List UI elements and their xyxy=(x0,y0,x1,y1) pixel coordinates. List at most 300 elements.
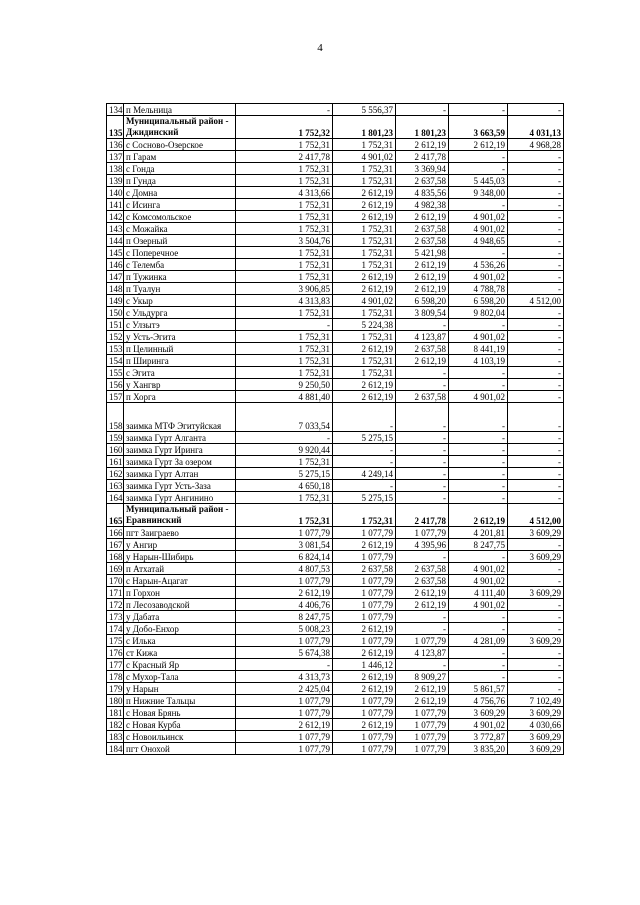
value-col-3: 2 637,58 xyxy=(396,343,449,355)
value-col-5: - xyxy=(508,283,564,295)
value-col-3: - xyxy=(396,379,449,391)
table-row xyxy=(107,599,564,611)
value-col-4: 4 901,02 xyxy=(449,391,508,403)
settlement-name: с Можайка xyxy=(124,223,236,235)
table-row xyxy=(107,295,564,307)
value-col-1: 5 275,15 xyxy=(236,468,333,480)
settlement-name: заимка Гурт Иринга xyxy=(124,444,236,456)
value-col-2: 1 752,31 xyxy=(333,259,396,271)
value-col-4: - xyxy=(449,379,508,391)
settlement-name: Муниципальный район - Еравнинский xyxy=(124,504,236,527)
value-col-1: - xyxy=(236,104,333,116)
settlement-name: у Хангвр xyxy=(124,379,236,391)
value-col-5: - xyxy=(508,683,564,695)
value-col-2: 1 077,79 xyxy=(333,695,396,707)
value-col-1: 1 077,79 xyxy=(236,575,333,587)
settlement-name: с Исинга xyxy=(124,199,236,211)
settlement-name: пгт Заиграево xyxy=(124,527,236,539)
row-number: 139 xyxy=(107,175,124,187)
settlement-name: с Новая Курба xyxy=(124,719,236,731)
value-col-2: 2 612,19 xyxy=(333,199,396,211)
value-col-2: 2 612,19 xyxy=(333,671,396,683)
row-number: 136 xyxy=(107,139,124,151)
value-col-2: 2 612,19 xyxy=(333,211,396,223)
table-row xyxy=(107,223,564,235)
row-number: 172 xyxy=(107,599,124,611)
value-col-1: 7 033,54 xyxy=(236,403,333,432)
value-col-2: 2 612,19 xyxy=(333,271,396,283)
value-col-2: 5 275,15 xyxy=(333,492,396,504)
row-number: 175 xyxy=(107,635,124,647)
value-col-1: 1 752,31 xyxy=(236,331,333,343)
table-row xyxy=(107,671,564,683)
settlement-name: у Добо-Енхор xyxy=(124,623,236,635)
value-col-4: - xyxy=(449,456,508,468)
value-col-1: 4 313,73 xyxy=(236,671,333,683)
settlement-name: п Атхатай xyxy=(124,563,236,575)
settlement-name: п Нижние Тальцы xyxy=(124,695,236,707)
value-col-4: - xyxy=(449,403,508,432)
table-row xyxy=(107,707,564,719)
value-col-3: 2 637,58 xyxy=(396,175,449,187)
value-col-4: - xyxy=(449,611,508,623)
value-col-1: 1 077,79 xyxy=(236,695,333,707)
settlement-name: с Улзытэ xyxy=(124,319,236,331)
value-col-5: - xyxy=(508,432,564,444)
value-col-4: - xyxy=(449,468,508,480)
value-col-2: 1 752,31 xyxy=(333,175,396,187)
value-col-1: 1 077,79 xyxy=(236,635,333,647)
value-col-5: - xyxy=(508,355,564,367)
value-col-1: 1 752,31 xyxy=(236,504,333,527)
value-col-4: - xyxy=(449,492,508,504)
value-col-3: 2 637,58 xyxy=(396,235,449,247)
row-number: 149 xyxy=(107,295,124,307)
value-col-4: 5 445,03 xyxy=(449,175,508,187)
value-col-3: 1 077,79 xyxy=(396,719,449,731)
row-number: 148 xyxy=(107,283,124,295)
value-col-3: - xyxy=(396,468,449,480)
value-col-5: - xyxy=(508,599,564,611)
table-row xyxy=(107,247,564,259)
value-col-1: 1 752,31 xyxy=(236,163,333,175)
table-row xyxy=(107,271,564,283)
value-col-3: 2 417,78 xyxy=(396,504,449,527)
table-row xyxy=(107,199,564,211)
table-row xyxy=(107,587,564,599)
value-col-4: 4 901,02 xyxy=(449,211,508,223)
value-col-3: 1 801,23 xyxy=(396,116,449,139)
value-col-4: 4 948,65 xyxy=(449,235,508,247)
value-col-5: - xyxy=(508,539,564,551)
value-col-1: 1 752,31 xyxy=(236,367,333,379)
value-col-3: 2 612,19 xyxy=(396,599,449,611)
value-col-3: 2 612,19 xyxy=(396,271,449,283)
value-col-5: - xyxy=(508,259,564,271)
value-col-5: 3 609,29 xyxy=(508,527,564,539)
value-col-4: - xyxy=(449,623,508,635)
value-col-1: 4 807,53 xyxy=(236,563,333,575)
value-col-2: 1 077,79 xyxy=(333,551,396,563)
value-col-4: - xyxy=(449,647,508,659)
value-col-5: 3 609,29 xyxy=(508,731,564,743)
value-col-2: 2 612,19 xyxy=(333,379,396,391)
value-col-4: 4 901,02 xyxy=(449,271,508,283)
value-col-2: - xyxy=(333,456,396,468)
settlement-name: п Целинный xyxy=(124,343,236,355)
table-row xyxy=(107,235,564,247)
table-row xyxy=(107,343,564,355)
value-col-5: - xyxy=(508,403,564,432)
settlement-name: п Тужинка xyxy=(124,271,236,283)
value-col-2: 5 275,15 xyxy=(333,432,396,444)
value-col-3: 4 395,96 xyxy=(396,539,449,551)
value-col-1: 1 752,31 xyxy=(236,259,333,271)
value-col-1: 4 313,83 xyxy=(236,295,333,307)
value-col-1: 1 752,31 xyxy=(236,211,333,223)
table-row xyxy=(107,695,564,707)
value-col-4: - xyxy=(449,319,508,331)
value-col-5: - xyxy=(508,456,564,468)
row-number: 141 xyxy=(107,199,124,211)
value-col-2: 1 446,12 xyxy=(333,659,396,671)
value-col-1: 1 752,32 xyxy=(236,116,333,139)
value-col-2: 1 752,31 xyxy=(333,139,396,151)
value-col-1: 1 752,31 xyxy=(236,355,333,367)
table-row xyxy=(107,539,564,551)
value-col-4: - xyxy=(449,444,508,456)
table-row xyxy=(107,659,564,671)
row-number: 142 xyxy=(107,211,124,223)
value-col-1: 2 612,19 xyxy=(236,719,333,731)
value-col-3: 8 909,27 xyxy=(396,671,449,683)
table-row xyxy=(107,403,564,432)
value-col-2: 2 612,19 xyxy=(333,683,396,695)
value-col-1: 1 752,31 xyxy=(236,139,333,151)
settlement-name: с Поперечное xyxy=(124,247,236,259)
value-col-5: - xyxy=(508,468,564,480)
value-col-3: - xyxy=(396,319,449,331)
value-col-3: 2 637,58 xyxy=(396,575,449,587)
value-col-5: - xyxy=(508,331,564,343)
value-col-1: 3 906,85 xyxy=(236,283,333,295)
settlement-name: пгт Онохой xyxy=(124,743,236,755)
settlement-name: п Гунда xyxy=(124,175,236,187)
table-row xyxy=(107,283,564,295)
value-col-4: 2 612,19 xyxy=(449,139,508,151)
table-row xyxy=(107,104,564,116)
table-row xyxy=(107,151,564,163)
table-row xyxy=(107,456,564,468)
row-number: 135 xyxy=(107,116,124,139)
value-col-1: 1 752,31 xyxy=(236,307,333,319)
value-col-2: 1 077,79 xyxy=(333,635,396,647)
value-col-2: 1 752,31 xyxy=(333,355,396,367)
settlement-name: у Усть-Эгита xyxy=(124,331,236,343)
value-col-4: - xyxy=(449,199,508,211)
value-col-2: - xyxy=(333,444,396,456)
value-col-4: 2 612,19 xyxy=(449,504,508,527)
value-col-2: 1 752,31 xyxy=(333,235,396,247)
row-number: 165 xyxy=(107,504,124,527)
value-col-5: - xyxy=(508,319,564,331)
value-col-3: 2 612,19 xyxy=(396,283,449,295)
value-col-3: 2 612,19 xyxy=(396,259,449,271)
value-col-5: - xyxy=(508,223,564,235)
value-col-5: - xyxy=(508,104,564,116)
value-col-5: - xyxy=(508,235,564,247)
value-col-2: 2 637,58 xyxy=(333,563,396,575)
value-col-3: 1 077,79 xyxy=(396,635,449,647)
row-number: 169 xyxy=(107,563,124,575)
value-col-2: 1 077,79 xyxy=(333,599,396,611)
value-col-1: 6 824,14 xyxy=(236,551,333,563)
value-col-1: 1 752,31 xyxy=(236,492,333,504)
value-col-5: - xyxy=(508,480,564,492)
settlement-name: п Хорга xyxy=(124,391,236,403)
value-col-5: - xyxy=(508,307,564,319)
settlement-name: с Мухор-Тала xyxy=(124,671,236,683)
value-col-4: - xyxy=(449,432,508,444)
value-col-3: - xyxy=(396,551,449,563)
table-row xyxy=(107,683,564,695)
value-col-3: 2 637,58 xyxy=(396,391,449,403)
value-col-3: 3 369,94 xyxy=(396,163,449,175)
value-col-5: 3 609,29 xyxy=(508,587,564,599)
value-col-2: - xyxy=(333,403,396,432)
table-row xyxy=(107,331,564,343)
value-col-3: - xyxy=(396,367,449,379)
value-col-3: 2 612,19 xyxy=(396,683,449,695)
value-col-5: - xyxy=(508,563,564,575)
row-number: 140 xyxy=(107,187,124,199)
settlement-name: с Красный Яр xyxy=(124,659,236,671)
value-col-5: 3 609,29 xyxy=(508,707,564,719)
row-number: 146 xyxy=(107,259,124,271)
value-col-3: - xyxy=(396,623,449,635)
row-number: 170 xyxy=(107,575,124,587)
settlement-name: с Телемба xyxy=(124,259,236,271)
row-number: 184 xyxy=(107,743,124,755)
settlement-name: с Сосново-Озерское xyxy=(124,139,236,151)
value-col-3: - xyxy=(396,659,449,671)
table-row xyxy=(107,575,564,587)
value-col-1: 1 077,79 xyxy=(236,707,333,719)
row-number: 159 xyxy=(107,432,124,444)
value-col-5: 7 102,49 xyxy=(508,695,564,707)
value-col-4: - xyxy=(449,551,508,563)
value-col-5: 3 609,29 xyxy=(508,635,564,647)
value-col-3: 2 417,78 xyxy=(396,151,449,163)
value-col-4: - xyxy=(449,247,508,259)
value-col-1: 3 504,76 xyxy=(236,235,333,247)
value-col-1: 1 752,31 xyxy=(236,343,333,355)
value-col-3: 2 637,58 xyxy=(396,563,449,575)
value-col-4: 4 901,02 xyxy=(449,719,508,731)
settlement-name: у Нарын xyxy=(124,683,236,695)
value-col-2: 4 901,02 xyxy=(333,151,396,163)
value-col-1: - xyxy=(236,319,333,331)
row-number: 180 xyxy=(107,695,124,707)
table-row xyxy=(107,379,564,391)
row-number: 158 xyxy=(107,403,124,432)
value-col-3: 6 598,20 xyxy=(396,295,449,307)
value-col-5: - xyxy=(508,391,564,403)
value-col-3: - xyxy=(396,456,449,468)
section-row xyxy=(107,504,564,527)
value-col-3: 2 612,19 xyxy=(396,695,449,707)
value-col-5: - xyxy=(508,175,564,187)
value-col-5: 3 609,29 xyxy=(508,743,564,755)
row-number: 147 xyxy=(107,271,124,283)
value-col-3: - xyxy=(396,480,449,492)
table-row xyxy=(107,731,564,743)
row-number: 138 xyxy=(107,163,124,175)
settlement-name: заимка МТФ Эгитуйская xyxy=(124,403,236,432)
value-col-4: 4 901,02 xyxy=(449,331,508,343)
table-row xyxy=(107,635,564,647)
value-col-2: 1 077,79 xyxy=(333,743,396,755)
value-col-2: 1 077,79 xyxy=(333,587,396,599)
value-col-1: 1 752,31 xyxy=(236,175,333,187)
row-number: 155 xyxy=(107,367,124,379)
value-col-2: 2 612,19 xyxy=(333,647,396,659)
value-col-2: 5 224,38 xyxy=(333,319,396,331)
value-col-3: 2 612,19 xyxy=(396,139,449,151)
value-col-2: 1 752,31 xyxy=(333,367,396,379)
settlement-name: Муниципальный район - Джидинский xyxy=(124,116,236,139)
settlement-name: п Лесозаводской xyxy=(124,599,236,611)
value-col-1: 2 612,19 xyxy=(236,587,333,599)
value-col-1: 9 920,44 xyxy=(236,444,333,456)
value-col-5: - xyxy=(508,575,564,587)
table-row xyxy=(107,187,564,199)
table-row xyxy=(107,367,564,379)
value-col-2: 1 752,31 xyxy=(333,163,396,175)
value-col-4: - xyxy=(449,163,508,175)
row-number: 145 xyxy=(107,247,124,259)
row-number: 154 xyxy=(107,355,124,367)
table-row xyxy=(107,307,564,319)
table-row xyxy=(107,211,564,223)
value-col-4: 3 609,29 xyxy=(449,707,508,719)
value-col-3: - xyxy=(396,104,449,116)
settlement-name: заимка Гурт Алганта xyxy=(124,432,236,444)
value-col-3: 2 612,19 xyxy=(396,211,449,223)
value-col-4: 4 901,02 xyxy=(449,575,508,587)
value-col-2: 1 077,79 xyxy=(333,731,396,743)
value-col-2: 1 801,23 xyxy=(333,116,396,139)
value-col-5: - xyxy=(508,343,564,355)
value-col-1: 3 081,54 xyxy=(236,539,333,551)
value-col-1: 4 881,40 xyxy=(236,391,333,403)
row-number: 174 xyxy=(107,623,124,635)
value-col-3: 4 835,56 xyxy=(396,187,449,199)
value-col-4: - xyxy=(449,659,508,671)
settlement-name: п Ширинга xyxy=(124,355,236,367)
value-col-1: 1 752,31 xyxy=(236,223,333,235)
table-row xyxy=(107,647,564,659)
value-col-4: - xyxy=(449,671,508,683)
value-col-3: 1 077,79 xyxy=(396,731,449,743)
value-col-5: - xyxy=(508,492,564,504)
value-col-5: 4 512,00 xyxy=(508,295,564,307)
value-col-2: - xyxy=(333,480,396,492)
value-col-3: 4 982,38 xyxy=(396,199,449,211)
value-col-1: 1 077,79 xyxy=(236,731,333,743)
value-col-3: - xyxy=(396,444,449,456)
value-col-1: 4 406,76 xyxy=(236,599,333,611)
row-number: 164 xyxy=(107,492,124,504)
value-col-1: 1 752,31 xyxy=(236,247,333,259)
value-col-5: - xyxy=(508,163,564,175)
value-col-4: 9 802,04 xyxy=(449,307,508,319)
value-col-5: - xyxy=(508,623,564,635)
value-col-5: - xyxy=(508,271,564,283)
row-number: 173 xyxy=(107,611,124,623)
value-col-4: - xyxy=(449,104,508,116)
table-row xyxy=(107,139,564,151)
table-row xyxy=(107,259,564,271)
table-row xyxy=(107,319,564,331)
table-row xyxy=(107,444,564,456)
value-col-2: 4 901,02 xyxy=(333,295,396,307)
value-col-2: 2 612,19 xyxy=(333,623,396,635)
value-col-2: 5 556,37 xyxy=(333,104,396,116)
value-col-4: 3 772,87 xyxy=(449,731,508,743)
value-col-5: - xyxy=(508,367,564,379)
value-col-2: 2 612,19 xyxy=(333,283,396,295)
value-col-3: - xyxy=(396,403,449,432)
row-number: 160 xyxy=(107,444,124,456)
settlement-name: п Горхон xyxy=(124,587,236,599)
value-col-4: 4 788,78 xyxy=(449,283,508,295)
value-col-1: 4 650,18 xyxy=(236,480,333,492)
row-number: 143 xyxy=(107,223,124,235)
row-number: 183 xyxy=(107,731,124,743)
value-col-2: 1 077,79 xyxy=(333,707,396,719)
section-row xyxy=(107,116,564,139)
value-col-2: 2 612,19 xyxy=(333,187,396,199)
value-col-5: - xyxy=(508,671,564,683)
row-number: 152 xyxy=(107,331,124,343)
settlement-name: с Гонда xyxy=(124,163,236,175)
row-number: 176 xyxy=(107,647,124,659)
value-col-4: 8 441,19 xyxy=(449,343,508,355)
settlement-name: с Ульдурга xyxy=(124,307,236,319)
value-col-4: 5 861,57 xyxy=(449,683,508,695)
value-col-4: 4 536,26 xyxy=(449,259,508,271)
value-col-3: - xyxy=(396,432,449,444)
value-col-1: 9 250,50 xyxy=(236,379,333,391)
settlement-name: заимка Гурт Ангинино xyxy=(124,492,236,504)
value-col-5: - xyxy=(508,199,564,211)
value-col-3: 2 612,19 xyxy=(396,587,449,599)
value-col-1: 1 077,79 xyxy=(236,527,333,539)
value-col-5: 4 031,13 xyxy=(508,116,564,139)
row-number: 137 xyxy=(107,151,124,163)
value-col-1: 1 077,79 xyxy=(236,743,333,755)
settlement-name: у Ангир xyxy=(124,539,236,551)
value-col-5: - xyxy=(508,444,564,456)
settlement-name: с Илька xyxy=(124,635,236,647)
row-number: 153 xyxy=(107,343,124,355)
value-col-4: 3 835,20 xyxy=(449,743,508,755)
value-col-2: 1 752,31 xyxy=(333,307,396,319)
row-number: 162 xyxy=(107,468,124,480)
table-row xyxy=(107,480,564,492)
settlement-name: с Комсомольское xyxy=(124,211,236,223)
